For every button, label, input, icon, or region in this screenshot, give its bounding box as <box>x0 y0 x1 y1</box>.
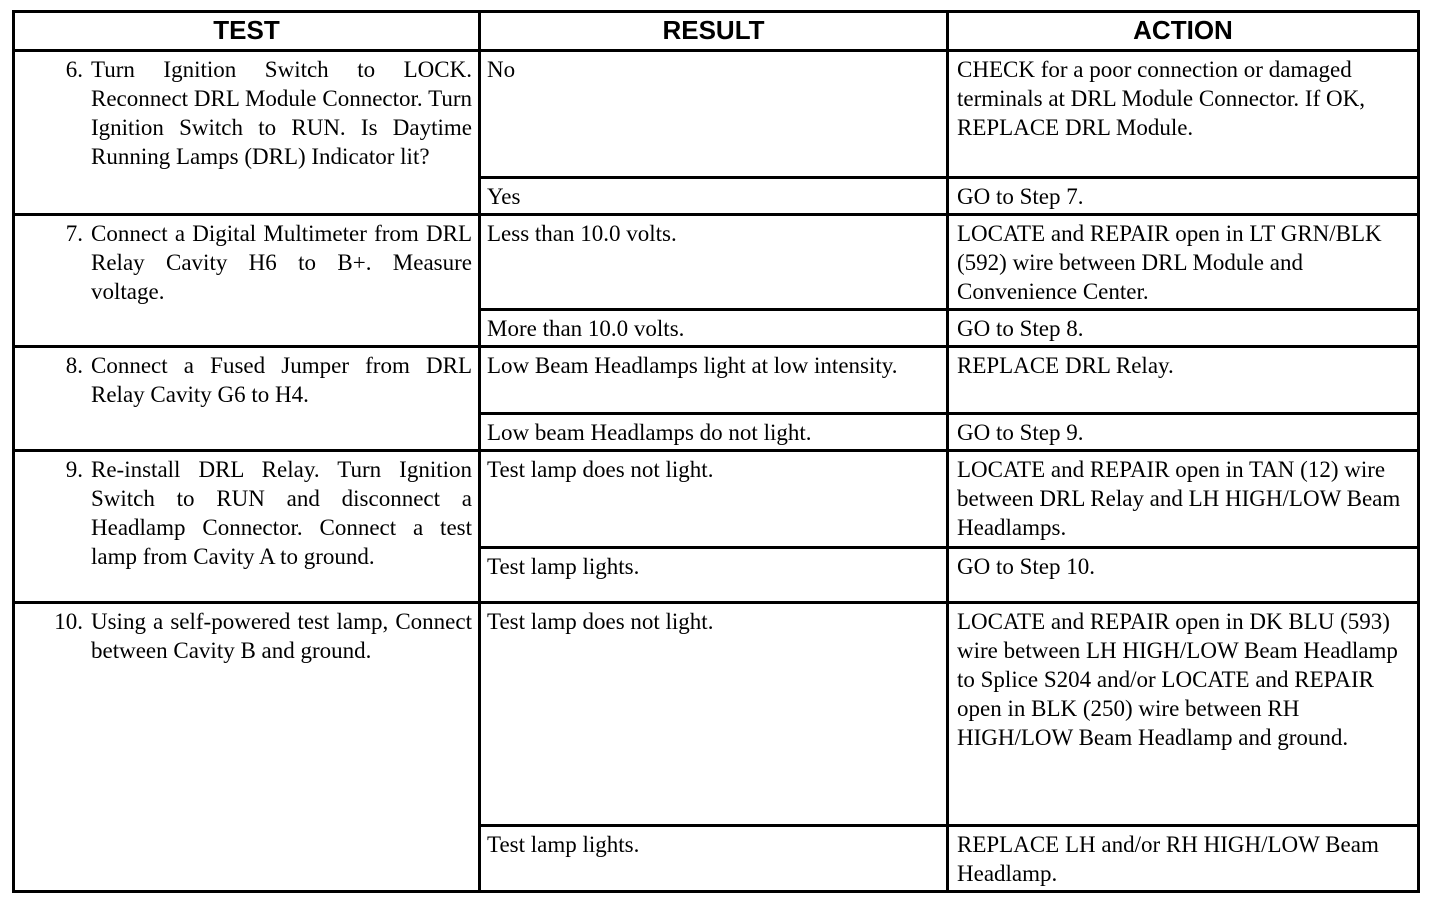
step-number: 8. <box>65 353 83 378</box>
result-text: More than 10.0 volts. <box>487 316 685 341</box>
action-cell <box>948 310 1419 347</box>
diagnostic-table <box>12 10 1420 893</box>
action-text: LOCATE and REPAIR open in LT GRN/BLK (592) wire between DRL Module and Convenience Center. <box>957 221 1382 304</box>
table-row <box>14 451 1419 548</box>
header-result: RESULT <box>480 12 948 51</box>
step-number: 9. <box>65 457 83 482</box>
result-cell <box>480 451 948 548</box>
step-number: 10. <box>54 609 83 634</box>
action-cell <box>948 215 1419 310</box>
result-text: Test lamp does not light. <box>487 457 714 482</box>
result-cell <box>480 826 948 892</box>
test-description: Re-install DRL Relay. Turn Ignition Switch to RUN and disconnect a Headlamp Connector. Connect a test lamp from Cavity A to ground. <box>91 457 472 569</box>
action-cell <box>948 826 1419 892</box>
action-text: GO to Step 9. <box>957 420 1084 445</box>
table-row <box>14 603 1419 826</box>
result-text: Yes <box>487 184 521 209</box>
test-cell-step-9 <box>14 451 480 603</box>
result-text: Low Beam Headlamps light at low intensity. <box>487 353 898 378</box>
result-text: No <box>487 57 516 82</box>
action-text: REPLACE DRL Relay. <box>957 353 1174 378</box>
result-cell <box>480 310 948 347</box>
test-description: Connect a Digital Multimeter from DRL Relay Cavity H6 to B+. Measure voltage. <box>91 221 472 304</box>
result-cell <box>480 215 948 310</box>
step-number: 7. <box>65 221 83 246</box>
result-cell <box>480 51 948 178</box>
action-text: GO to Step 8. <box>957 316 1084 341</box>
action-text: LOCATE and REPAIR open in DK BLU (593) wire between LH HIGH/LOW Beam Headlamp to Splice S204 and/or LOCATE and REPAIR open in BLK (250) wire between RH HIGH/LOW Beam Headlamp and ground. <box>957 609 1398 750</box>
action-text: GO to Step 10. <box>957 554 1095 579</box>
header-action: ACTION <box>948 12 1419 51</box>
result-text: Test lamp does not light. <box>487 609 714 634</box>
result-cell <box>480 603 948 826</box>
action-cell <box>948 347 1419 414</box>
test-description: Turn Ignition Switch to LOCK. Reconnect DRL Module Connector. Turn Ignition Switch to RUN. Is Daytime Running Lamps (DRL) Indicator lit? <box>91 57 472 169</box>
action-cell <box>948 178 1419 215</box>
table-row <box>14 51 1419 178</box>
action-cell <box>948 548 1419 603</box>
result-text: Test lamp lights. <box>487 554 640 579</box>
result-cell <box>480 347 948 414</box>
header-test: TEST <box>14 12 480 51</box>
result-cell <box>480 548 948 603</box>
table-header-row <box>14 12 1419 51</box>
result-cell <box>480 178 948 215</box>
test-cell-step-8 <box>14 347 480 451</box>
table-row <box>14 215 1419 310</box>
table-row <box>14 347 1419 414</box>
test-description: Connect a Fused Jumper from DRL Relay Cavity G6 to H4. <box>91 353 472 407</box>
result-text: Low beam Headlamps do not light. <box>487 420 812 445</box>
action-text: GO to Step 7. <box>957 184 1084 209</box>
action-text: REPLACE LH and/or RH HIGH/LOW Beam Headlamp. <box>957 832 1379 886</box>
result-cell <box>480 414 948 451</box>
action-cell <box>948 414 1419 451</box>
test-description: Using a self-powered test lamp, Connect between Cavity B and ground. <box>91 609 472 663</box>
test-cell-step-6 <box>14 51 480 215</box>
test-cell-step-10 <box>14 603 480 892</box>
result-text: Less than 10.0 volts. <box>487 221 677 246</box>
step-number: 6. <box>65 57 83 82</box>
result-text: Test lamp lights. <box>487 832 640 857</box>
action-cell <box>948 451 1419 548</box>
action-cell <box>948 51 1419 178</box>
action-text: LOCATE and REPAIR open in TAN (12) wire between DRL Relay and LH HIGH/LOW Beam Headlamps. <box>957 457 1401 540</box>
test-cell-step-7 <box>14 215 480 347</box>
diagnostic-table-container <box>12 10 1417 893</box>
action-cell <box>948 603 1419 826</box>
action-text: CHECK for a poor connection or damaged terminals at DRL Module Connector. If OK, REPLACE DRL Module. <box>957 57 1365 140</box>
